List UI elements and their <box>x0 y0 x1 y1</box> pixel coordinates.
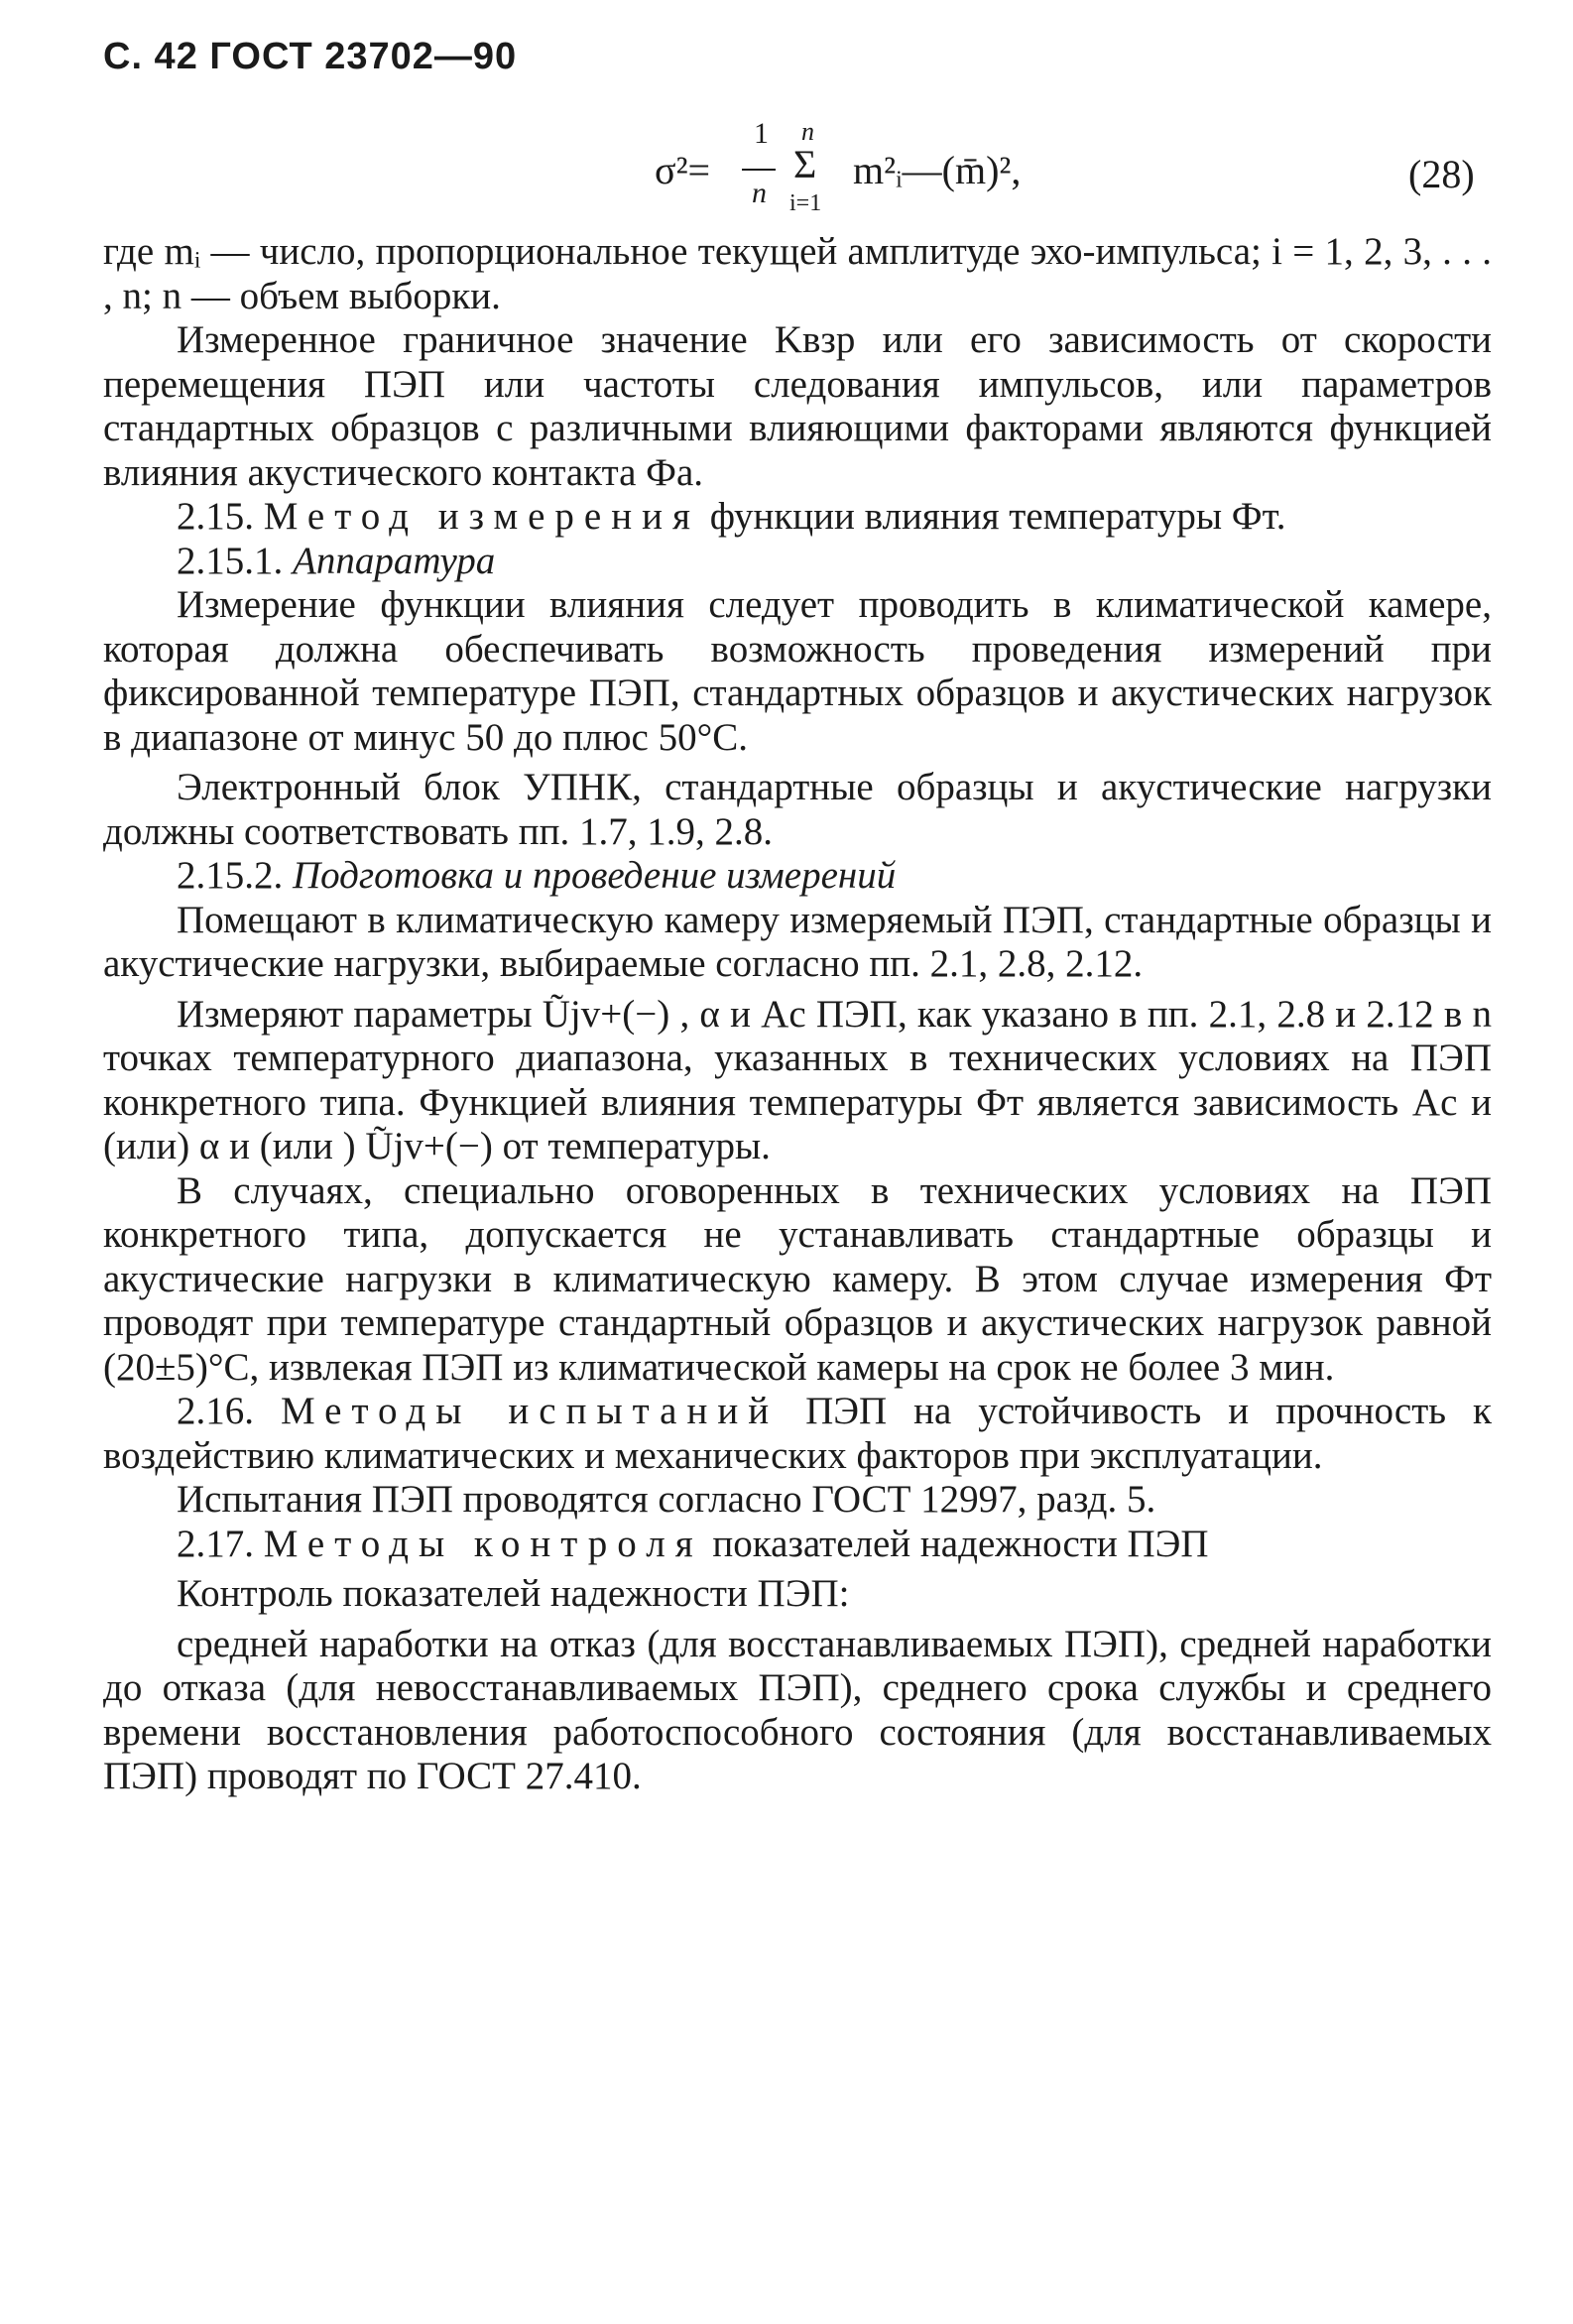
section-number: 2.15.1. <box>177 539 284 582</box>
section-number: 2.17. <box>177 1522 254 1565</box>
paragraph-electronic-block: Электронный блок УПНК, стандартные образцы и акустические нагрузки должны соответствовать пп. 1.7, 1.9, 2.8. <box>103 766 1492 853</box>
paragraph-where: где mᵢ — число, пропорциональное текущей амплитуде эхо-импульса; i = 1, 2, 3, . . . , n; n — объем выборки. <box>103 230 1492 317</box>
paragraph-special-cases: В случаях, специально оговоренных в технических условиях на ПЭП конкретного типа, допускается не устанавливать стандартные образцы и акустические нагрузки в климатическую камеру. В этом случае измерения Фт проводят при температуре стандартный образцов и акустических нагрузок равной (20±5)°С, извлекая ПЭП из климатической камеры на срок не более 3 мин. <box>103 1168 1492 1389</box>
section-2-15-2-heading <box>103 854 1492 899</box>
formula-rhs: m²ᵢ—(m̄)², <box>853 148 1022 192</box>
page-header: С. 42 ГОСТ 23702—90 <box>103 36 518 77</box>
section-2-15-1-heading <box>103 540 1492 584</box>
section-spaced-title: Метод измерения <box>263 495 700 538</box>
section-italic-title: Аппаратура <box>293 539 496 582</box>
section-2-16-heading <box>103 1390 1492 1478</box>
section-spaced-title: Методы контроля <box>263 1522 703 1565</box>
section-2-17-heading <box>103 1523 1492 1567</box>
formula-lhs: σ²= <box>655 148 711 192</box>
section-2-15-heading <box>103 495 1492 540</box>
section-number: 2.16. <box>177 1390 254 1432</box>
paragraph-tests: Испытания ПЭП проводятся согласно ГОСТ 12997, разд. 5. <box>177 1478 1156 1521</box>
section-title-rest: показателей надежности ПЭП <box>702 1522 1209 1565</box>
formula-28 <box>0 111 1573 230</box>
formula-fraction-bar <box>742 169 776 171</box>
formula-sum-upper-limit: n <box>801 117 814 146</box>
formula-number: (28) <box>1408 152 1475 196</box>
section-spaced-title: Методы испытаний <box>280 1390 780 1432</box>
section-title-rest: функции влияния температуры Фт. <box>699 495 1286 538</box>
paragraph-boundary-value: Измеренное граничное значение Kвзр или его зависимость от скорости перемещения ПЭП или частоты следования импульсов, или параметров стандартных образцов с различными влияющими факторами являются функцией влияния акустического контакта Фа. <box>103 318 1492 494</box>
section-number: 2.15. <box>177 495 254 538</box>
formula-sum-sign: Σ <box>793 142 817 186</box>
paragraph-reliability-list: средней наработки на отказ (для восстанавливаемых ПЭП), средней наработки до отказа (для невосстанавливаемых ПЭП), среднего срока службы и среднего времени восстановления работоспособного состояния (для восстанавливаемых ПЭП) проводят по ГОСТ 27.410. <box>103 1622 1492 1797</box>
formula-fraction-denominator: n <box>752 177 767 209</box>
paragraph-reliability-control: Контроль показателей надежности ПЭП: <box>177 1572 850 1615</box>
formula-sum-lower-limit: i=1 <box>789 190 822 216</box>
formula-fraction-numerator: 1 <box>754 117 769 150</box>
paragraph-climate-chamber: Измерение функции влияния следует проводить в климатической камере, которая должна обеспечивать возможность проведения измерений при фиксированной температуре ПЭП, стандартных образцов и акустических нагрузок в диапазоне от минус 50 до плюс 50°С. <box>103 583 1492 759</box>
section-title-rest: ПЭП на устойчивость и прочность к воздействию климатических и механических факторов при эксплуатации. <box>103 1390 1492 1477</box>
document-body <box>103 230 1492 1799</box>
paragraph-measure-params: Измеряют параметры Ũjv+(−) , α и Ac ПЭП, как указано в пп. 2.1, 2.8 и 2.12 в n точках температурного диапазона, указанных в технических условиях на ПЭП конкретного типа. Функцией влияния температуры Фт является зависимость Ac и (или) α и (или ) Ũjv+(−) от температуры. <box>103 992 1492 1167</box>
section-number: 2.15.2. <box>177 854 284 897</box>
paragraph-placement: Помещают в климатическую камеру измеряемый ПЭП, стандартные образцы и акустические нагрузки, выбираемые согласно пп. 2.1, 2.8, 2.12. <box>103 898 1492 985</box>
section-italic-title: Подготовка и проведение измерений <box>293 854 897 897</box>
